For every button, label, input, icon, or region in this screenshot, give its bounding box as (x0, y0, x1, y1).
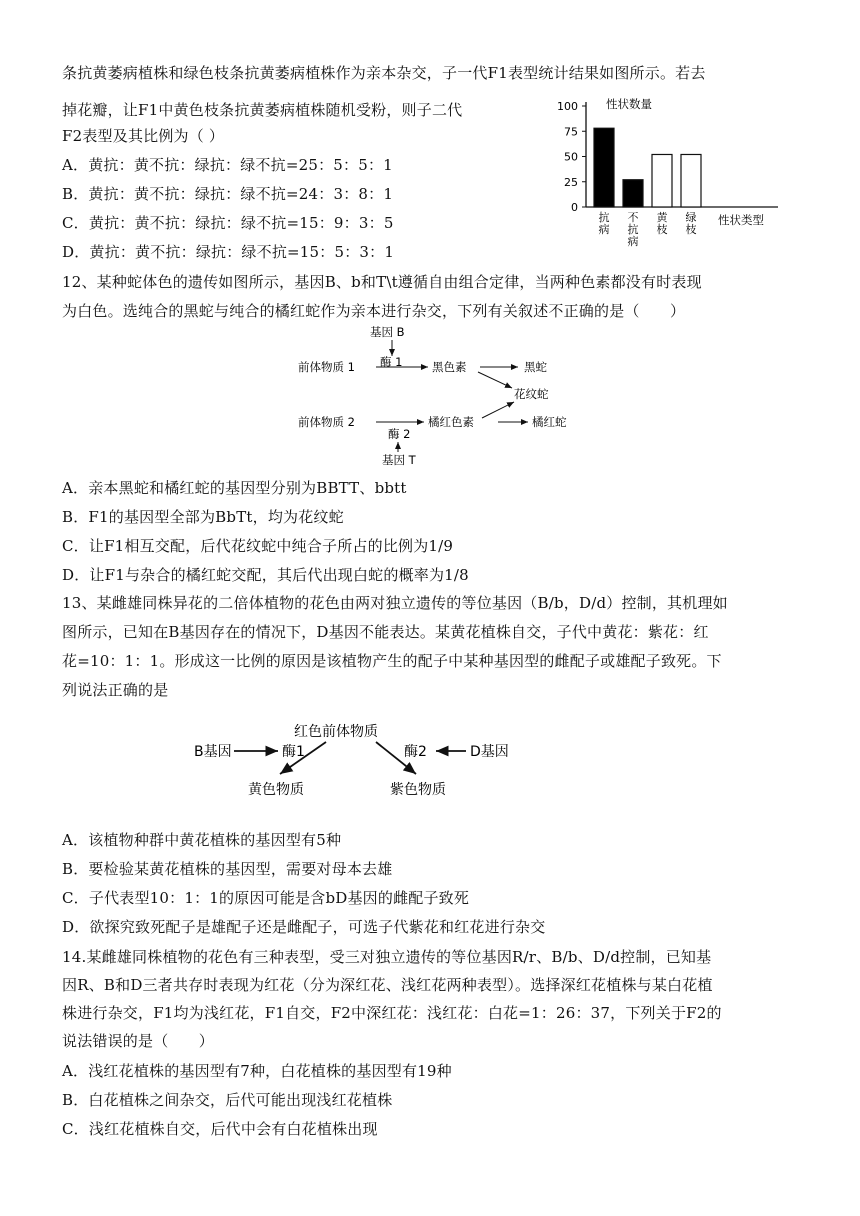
enzyme2-label: 酶2 (404, 744, 427, 760)
orange-snake-label: 橘红蛇 (532, 415, 567, 429)
q11-stem-line2: 掉花瓣，让F1中黄色枝条抗黄萎病植株随机受粉，则子二代 (62, 101, 463, 119)
q11-option-c: C．黄抗：黄不抗：绿抗：绿不抗=15：9：3：5 (62, 214, 394, 232)
gene-b-label: 基因 B (370, 325, 405, 339)
y-tick-label: 25 (564, 175, 578, 189)
enzyme1-label: 酶 1 (380, 355, 403, 369)
gene-b-label: B基因 (194, 744, 232, 760)
precursor2-label: 前体物质 2 (298, 415, 355, 429)
enzyme1-label: 酶1 (282, 744, 305, 760)
phenotype-bar-chart (548, 94, 788, 254)
q11-option-d: D．黄抗：黄不抗：绿抗：绿不抗=15：5：3：1 (62, 243, 395, 261)
bar (623, 180, 643, 207)
q11-option-a: A．黄抗：黄不抗：绿抗：绿不抗=25：5：5：1 (62, 156, 393, 174)
q13-option-c: C．子代表型10：1：1的原因可能是含bD基因的雌配子致死 (62, 889, 470, 907)
enzyme2-label: 酶 2 (388, 427, 411, 441)
q13-stem-line1: 13、某雌雄同株异花的二倍体植物的花色由两对独立遗传的等位基因（B/b，D/d）控制，其机理如 (62, 594, 728, 612)
precursor-label: 红色前体物质 (294, 724, 378, 740)
q12-option-c: C．让F1相互交配，后代花纹蛇中纯合子所占的比例为1/9 (62, 537, 454, 555)
q12-stem-line2: 为白色。选纯合的黑蛇与纯合的橘红蛇作为亲本进行杂交，下列有关叙述不正确的是（ ） (62, 302, 686, 320)
q12-option-a: A．亲本黑蛇和橘红蛇的基因型分别为BBTT、bbtt (62, 479, 407, 497)
x-category-label: 枝 (656, 223, 668, 236)
yellow-substance-label: 黄色物质 (248, 782, 304, 798)
q11-option-b: B．黄抗：黄不抗：绿抗：绿不抗=24：3：8：1 (62, 185, 394, 203)
precursor1-label: 前体物质 1 (298, 360, 355, 374)
q11-stem-line3: F2表型及其比例为（ ） (62, 127, 225, 145)
q13-option-d: D．欲探究致死配子是雄配子还是雌配子，可选子代紫花和红花进行杂交 (62, 918, 546, 936)
x-category-label: 抗 (627, 223, 639, 236)
y-tick-label: 50 (564, 150, 578, 164)
q12-option-b: B．F1的基因型全部为BbTt，均为花纹蛇 (62, 508, 344, 526)
gene-t-label: 基因 T (382, 453, 416, 467)
bar (681, 154, 701, 207)
x-category-label: 抗 (598, 211, 610, 224)
bar (594, 128, 614, 207)
x-category-label: 病 (598, 223, 610, 236)
q13-option-b: B．要检验某黄花植株的基因型，需要对母本去雄 (62, 860, 393, 878)
q14-stem-line1: 14.某雌雄同株植物的花色有三种表型，受三对独立遗传的等位基因R/r、B/b、D/d控制，已知基 (62, 948, 712, 966)
y-tick-label: 75 (564, 125, 578, 139)
x-category-label: 黄 (656, 211, 668, 224)
q13-stem-line3: 花=10：1：1。形成这一比例的原因是该植物产生的配子中某种基因型的雌配子或雄配子致死。下 (62, 652, 722, 670)
pattern-snake-label: 花纹蛇 (514, 387, 549, 401)
x-category-label: 不 (627, 211, 639, 224)
x-category-label: 病 (627, 235, 639, 248)
q13-stem-line2: 图所示，已知在B基因存在的情况下，D基因不能表达。某黄花植株自交，子代中黄花：紫花：红 (62, 623, 709, 641)
y-axis-title: 性状数量 (606, 97, 652, 111)
x-axis-title: 性状类型 (718, 213, 764, 227)
q13-stem-line4: 列说法正确的是 (62, 681, 169, 699)
purple-substance-label: 紫色物质 (390, 782, 446, 798)
melanin-to-pattern-arrow (478, 372, 512, 388)
x-category-label: 枝 (685, 223, 697, 236)
bar (652, 154, 672, 207)
gene-d-label: D基因 (470, 744, 509, 760)
q12-stem-line1: 12、某种蛇体色的遗传如图所示，基因B、b和T\t遵循自由组合定律，当两种色素都没有时表现 (62, 273, 702, 291)
q14-option-b: B．白花植株之间杂交，后代可能出现浅红花植株 (62, 1091, 393, 1109)
q14-stem-line3: 株进行杂交，F1均为浅红花，F1自交，F2中深红花：浅红花：白花=1：26：37，下列关于F2的 (62, 1004, 722, 1022)
q13-option-a: A．该植物种群中黄花植株的基因型有5种 (62, 831, 342, 849)
q12-option-d: D．让F1与杂合的橘红蛇交配，其后代出现白蛇的概率为1/8 (62, 566, 469, 584)
flower-color-pathway-diagram (190, 718, 530, 804)
orange-to-pattern-arrow (482, 402, 514, 418)
q14-stem-line2: 因R、B和D三者共存时表现为红花（分为深红花、浅红花两种表型）。选择深红花植株与某白花植 (62, 976, 713, 994)
q14-option-a: A．浅红花植株的基因型有7种，白花植株的基因型有19种 (62, 1062, 452, 1080)
y-tick-label: 0 (571, 201, 578, 214)
q11-stem-line1: 条抗黄萎病植株和绿色枝条抗黄萎病植株作为亲本杂交，子一代F1表型统计结果如图所示。若去 (62, 64, 706, 82)
x-category-label: 绿 (685, 211, 697, 224)
melanin-label: 黑色素 (432, 360, 467, 374)
orange-pigment-label: 橘红色素 (428, 415, 474, 429)
q14-option-c: C．浅红花植株自交，后代中会有白花植株出现 (62, 1120, 378, 1138)
q14-stem-line4: 说法错误的是（ ） (62, 1032, 215, 1050)
y-tick-label: 100 (557, 100, 578, 113)
black-snake-label: 黑蛇 (524, 360, 547, 374)
snake-color-pathway-diagram (292, 322, 602, 468)
